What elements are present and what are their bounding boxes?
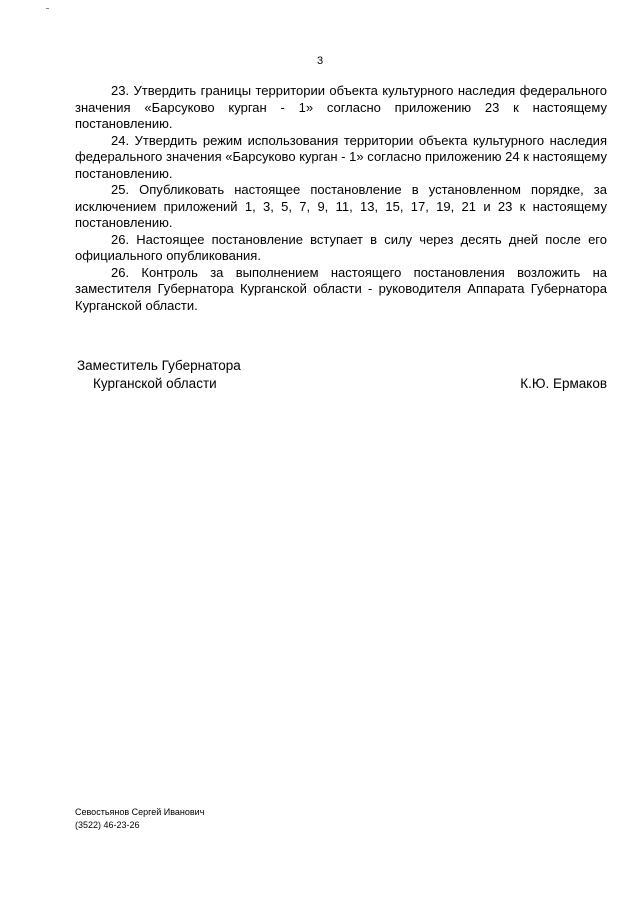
paragraph-25-publication: 25. Опубликовать настоящее постановление в установленном порядке, за исключением приложений 1, 3, 5, 7, 9, 11, 13, 15, 17, 19, 21 и 23 к настоящему постановлению. [75, 182, 607, 230]
executor-footer [75, 806, 204, 832]
signature-block [75, 357, 607, 397]
paragraph-26-control: 26. Контроль за выполнением настоящего постановления возложить на заместителя Губернатора Курганской области - руководителя Аппарата Губернатора Курганской области. [75, 264, 607, 313]
signatory-name: К.Ю. Ермаков [520, 376, 607, 391]
scan-mark [46, 8, 49, 9]
executor-name: Севостьянов Сергей Иванович [75, 807, 205, 817]
signatory-title-line1: Заместитель Губернатора [77, 358, 241, 373]
paragraph-26-effective-date: 26. Настоящее постановление вступает в силу через десять дней после его официального опубликования. [75, 231, 607, 263]
page-number: 3 [316, 55, 324, 67]
executor-phone: (3522) 46-23-26 [75, 820, 140, 830]
document-body [75, 83, 607, 314]
paragraph-24-usage-regime: 24. Утвердить режим использования территории объекта культурного наследия федерального значения «Барсуково курган - 1» согласно приложению 24 к настоящему постановлению. [75, 132, 607, 181]
paragraph-23-boundaries: 23. Утвердить границы территории объекта культурного наследия федерального значения «Барсуково курган - 1» согласно приложению 23 к настоящему постановлению. [75, 83, 607, 131]
signatory-title-line2: Курганской области [93, 376, 217, 391]
